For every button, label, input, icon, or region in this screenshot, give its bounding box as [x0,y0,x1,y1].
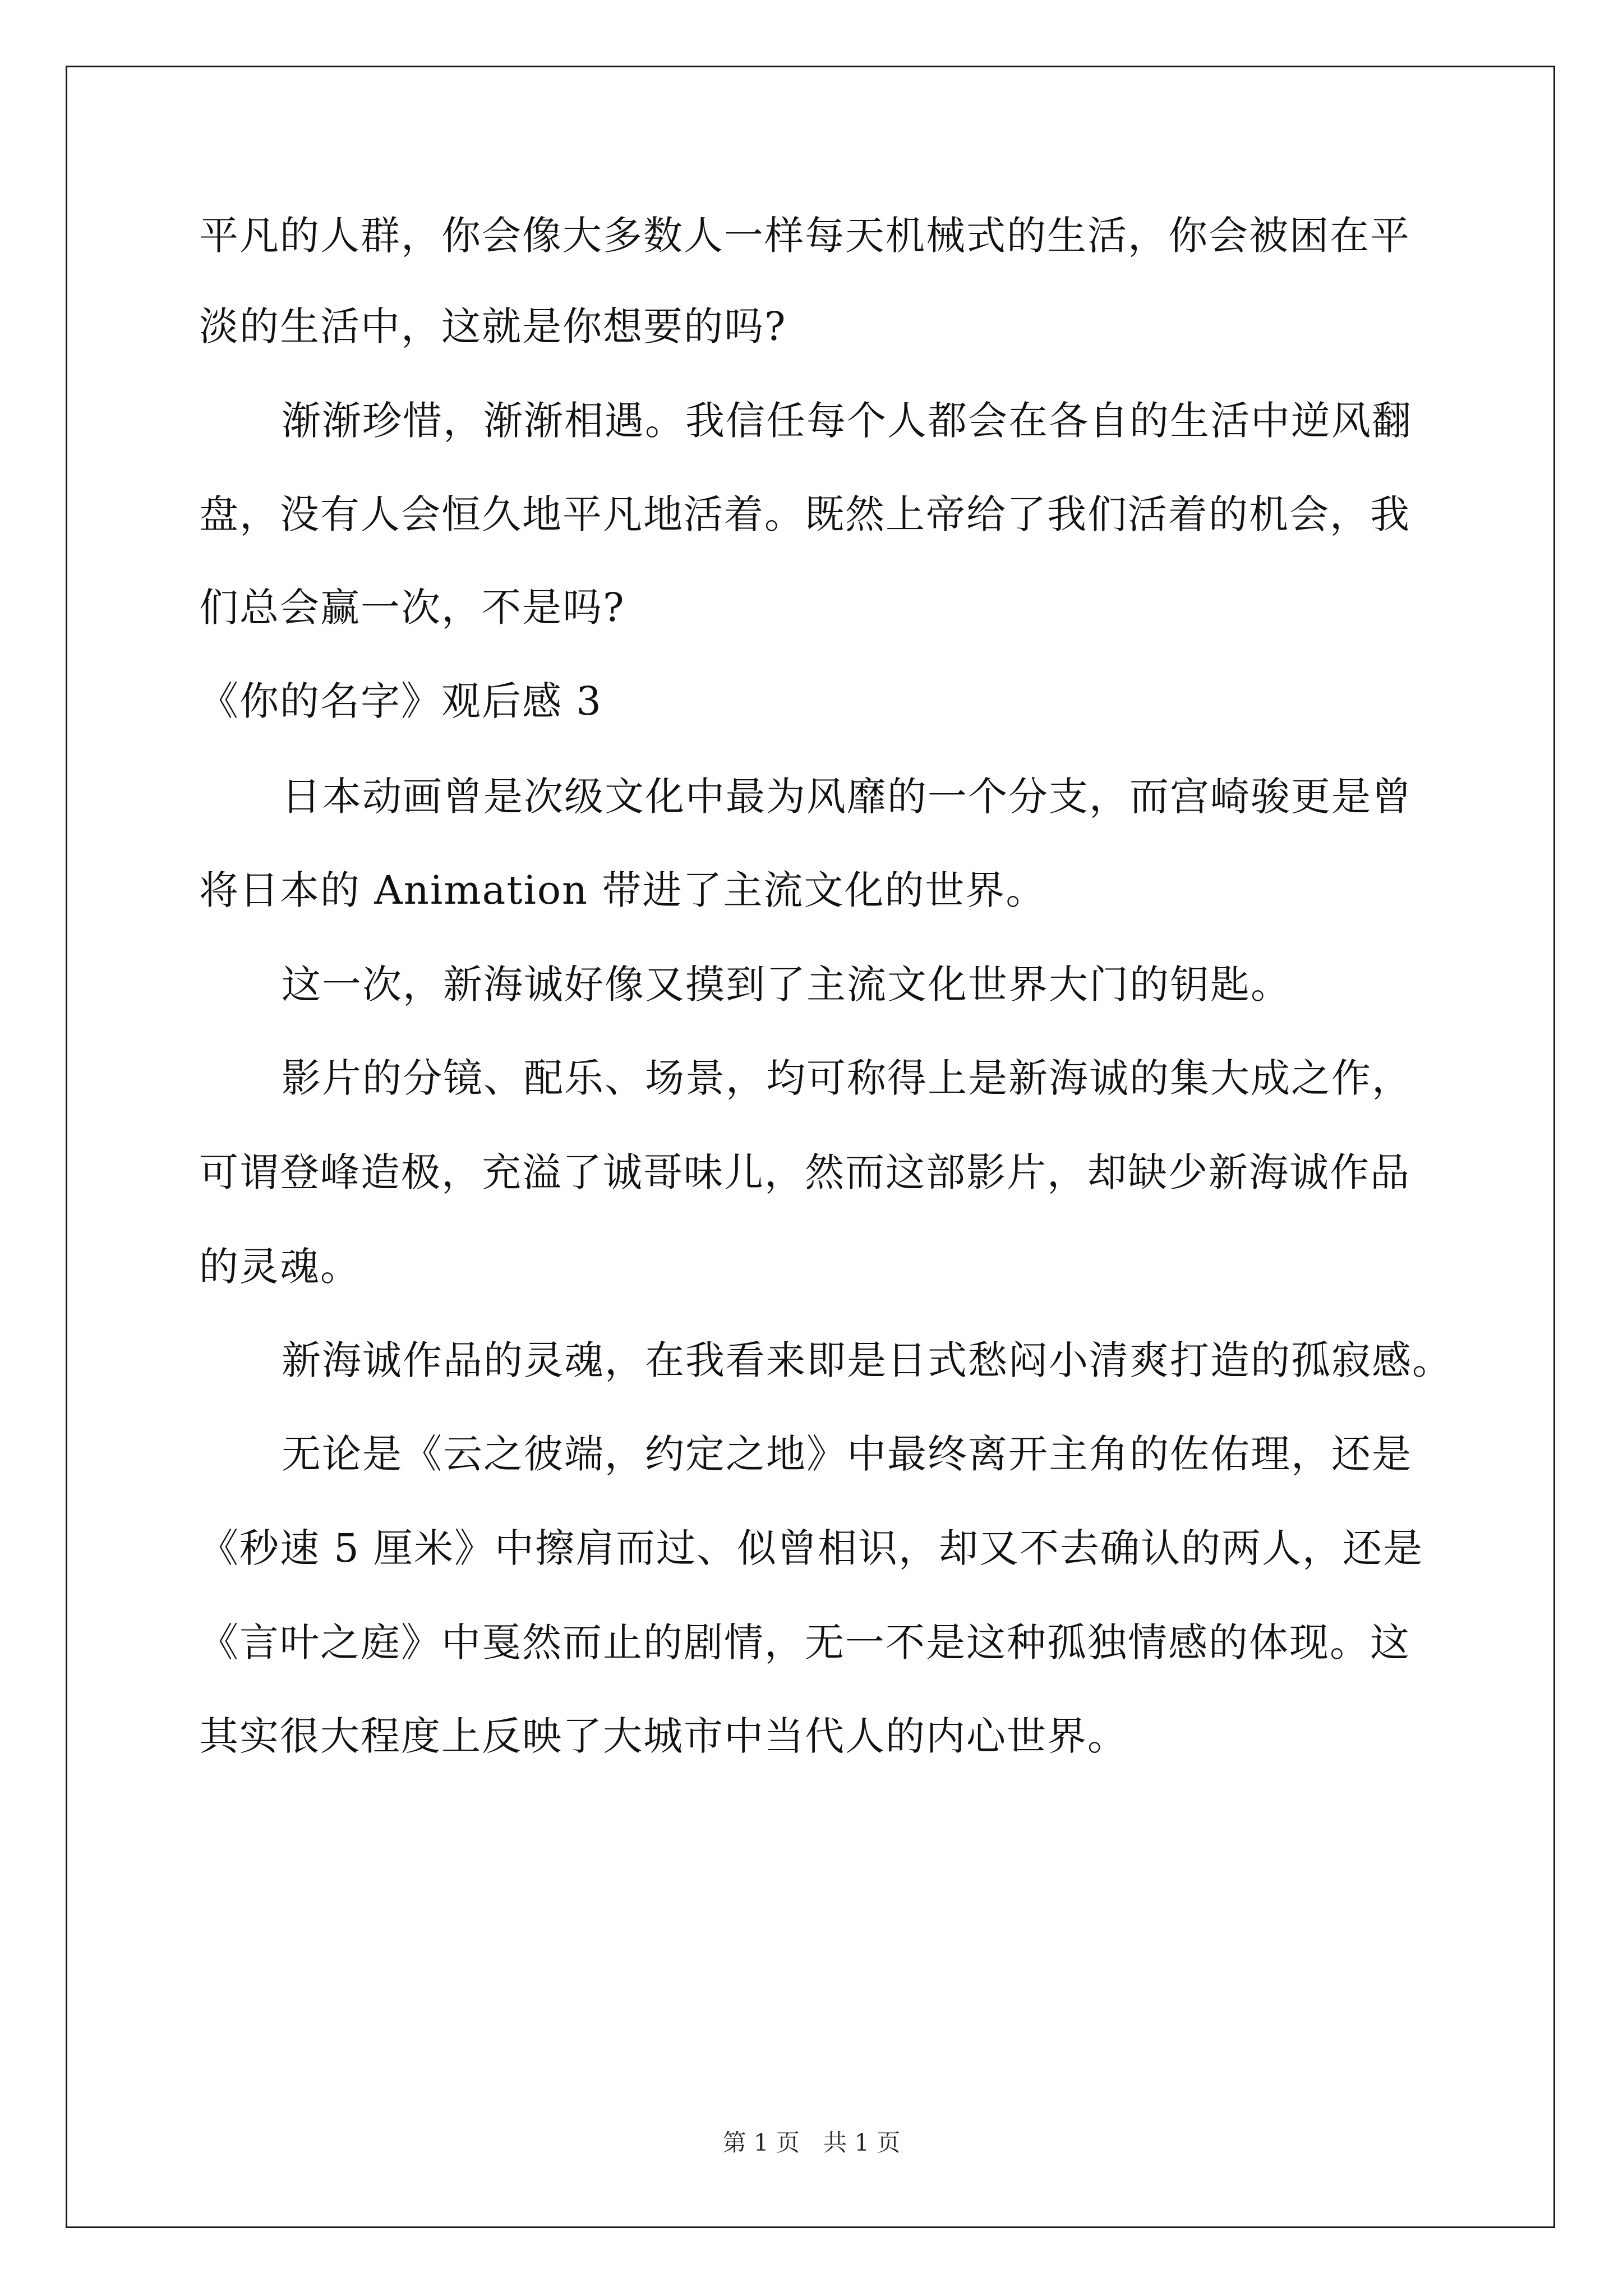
text-line: 其实很大程度上反映了大城市中当代人的内心世界。 [199,1713,1128,1759]
text-line: 淡的生活中，这就是你想要的吗? [199,303,787,349]
text-line: 《言叶之庭》中戛然而止的剧情，无一不是这种孤独情感的体现。这 [199,1619,1410,1665]
text-line: 可谓登峰造极，充溢了诚哥味儿，然而这部影片，却缺少新海诚作品 [199,1149,1410,1195]
section-heading: 《你的名字》观后感 3 [199,678,602,724]
text-line: 平凡的人群，你会像大多数人一样每天机械式的生活，你会被困在平 [199,213,1410,259]
paragraph-line: 新海诚作品的灵魂，在我看来即是日式愁闷小清爽打造的孤寂感。 [282,1337,1453,1383]
paragraph-line: 日本动画曾是次级文化中最为风靡的一个分支，而宫崎骏更是曾 [282,774,1412,820]
paragraph-line: 渐渐珍惜，渐渐相遇。我信任每个人都会在各自的生活中逆风翻 [282,398,1412,444]
text-line: 将日本的 Animation 带进了主流文化的世界。 [199,867,1046,913]
page-number-footer: 第 1 页 共 1 页 [722,2129,901,2156]
text-line: 盘，没有人会恒久地平凡地活着。既然上帝给了我们活着的机会，我 [199,491,1410,537]
paragraph-line: 这一次，新海诚好像又摸到了主流文化世界大门的钥匙。 [282,961,1291,1007]
paragraph-line: 无论是《云之彼端，约定之地》中最终离开主角的佐佑理，还是 [282,1431,1412,1477]
page-border [66,66,1555,2228]
paragraph-line: 影片的分镜、配乐、场景，均可称得上是新海诚的集大成之作， [282,1055,1412,1101]
text-line: 《秒速 5 厘米》中擦肩而过、似曾相识，却又不去确认的两人，还是 [199,1525,1424,1571]
text-line: 们总会赢一次，不是吗? [199,585,625,631]
text-line: 的灵魂。 [199,1244,361,1290]
